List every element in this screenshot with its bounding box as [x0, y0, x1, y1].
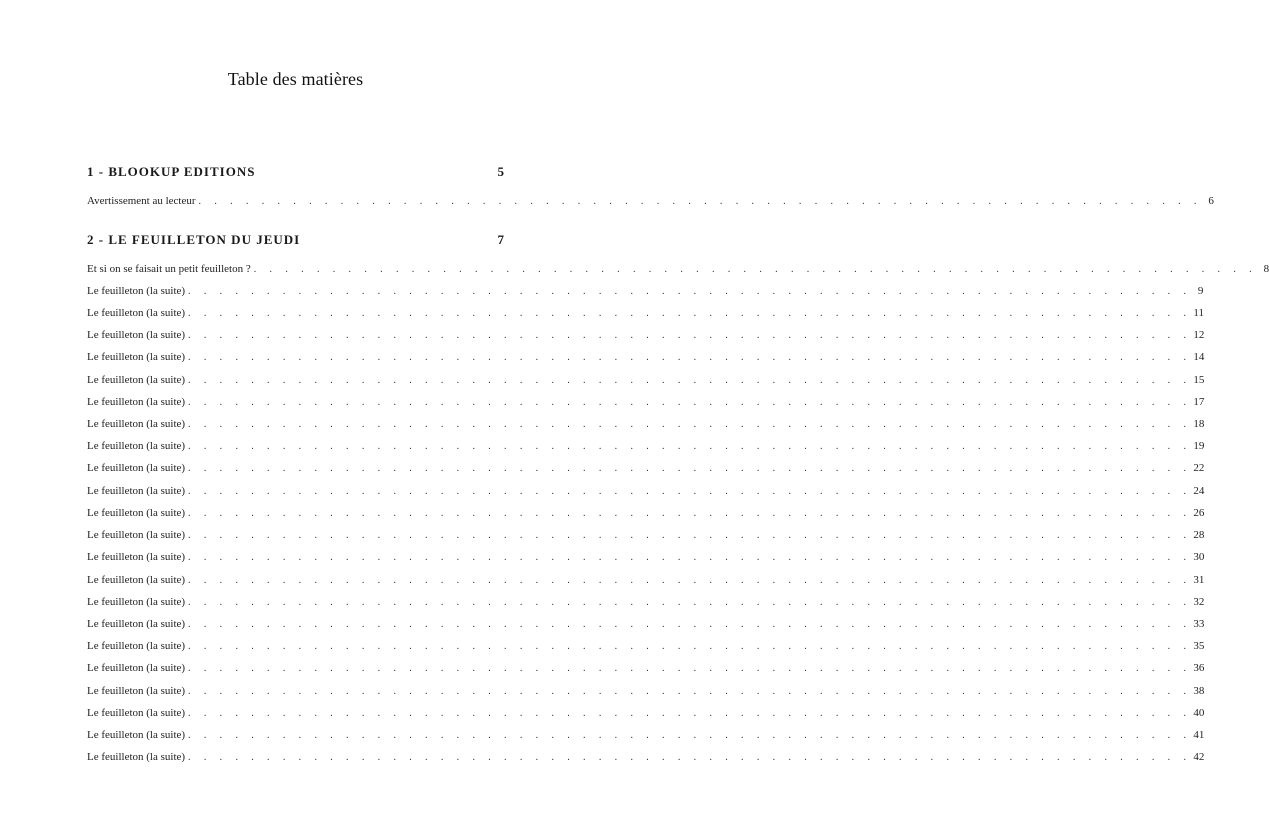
toc-section-heading[interactable] — [87, 232, 504, 252]
section-title: 1 - BLOOKUP EDITIONS — [87, 164, 256, 179]
toc-entry[interactable] — [87, 659, 1205, 677]
entry-title: Le feuilleton (la suite) — [87, 396, 186, 408]
entry-title: Le feuilleton (la suite) — [87, 574, 186, 586]
dot-leader: . . . . . . . . . . . . . . . . . . . . . . . . . . . . . . . . . . . . . . . . . . . . . . . . . . . . . . . . . . . . . . . . — [188, 463, 1192, 474]
toc-entry[interactable] — [87, 282, 1204, 300]
toc-entry[interactable] — [87, 637, 1205, 655]
dot-leader: . . . . . . . . . . . . . . . . . . . . . . . . . . . . . . . . . . . . . . . . . . . . . . . . . . . . . . . . . . . . . . . . — [188, 663, 1192, 674]
dot-leader: . . . . . . . . . . . . . . . . . . . . . . . . . . . . . . . . . . . . . . . . . . . . . . . . . . . . . . . . . . . . . . . . — [188, 641, 1192, 652]
dot-leader: . . . . . . . . . . . . . . . . . . . . . . . . . . . . . . . . . . . . . . . . . . . . . . . . . . . . . . . . . . . . . . . . — [188, 708, 1192, 719]
entry-page-number: 28 — [1193, 529, 1205, 541]
entry-title: Le feuilleton (la suite) — [87, 418, 186, 430]
entry-title: Le feuilleton (la suite) — [87, 440, 186, 452]
dot-leader: . . . . . . . . . . . . . . . . . . . . . . . . . . . . . . . . . . . . . . . . . . . . . . . . . . . . . . . . . . . . . . . . — [188, 486, 1192, 497]
entry-title: Le feuilleton (la suite) — [87, 374, 186, 386]
entry-title: Le feuilleton (la suite) — [87, 662, 186, 674]
entry-page-number: 41 — [1193, 729, 1205, 741]
toc-entry[interactable] — [87, 571, 1205, 589]
dot-leader: . . . . . . . . . . . . . . . . . . . . . . . . . . . . . . . . . . . . . . . . . . . . . . . . . . . . . . . . . . . . . . . . — [188, 619, 1192, 630]
entry-page-number: 11 — [1193, 307, 1204, 319]
dot-leader: . . . . . . . . . . . . . . . . . . . . . . . . . . . . . . . . . . . . . . . . . . . . . . . . . . . . . . . . . . . . . . . . — [188, 397, 1192, 408]
entry-title: Le feuilleton (la suite) — [87, 285, 186, 297]
dot-leader: . . . . . . . . . . . . . . . . . . . . . . . . . . . . . . . . . . . . . . . . . . . . . . . . . . . . . . . . . . . . . . . . — [198, 196, 1202, 207]
toc-entry[interactable] — [87, 304, 1204, 322]
entry-title: Le feuilleton (la suite) — [87, 507, 186, 519]
dot-leader: . . . . . . . . . . . . . . . . . . . . . . . . . . . . . . . . . . . . . . . . . . . . . . . . . . . . . . . . . . . . . . . . — [188, 286, 1192, 297]
entry-page-number: 17 — [1193, 396, 1205, 408]
entry-title: Le feuilleton (la suite) — [87, 485, 186, 497]
entry-page-number: 33 — [1193, 618, 1205, 630]
entry-page-number: 38 — [1193, 685, 1205, 697]
dot-leader: . . . . . . . . . . . . . . . . . . . . . . . . . . . . . . . . . . . . . . . . . . . . . . . . . . . . . . . . . . . . . . . . — [188, 441, 1192, 452]
toc-entry[interactable] — [87, 437, 1205, 455]
entry-page-number: 15 — [1193, 374, 1205, 386]
entry-page-number: 36 — [1193, 662, 1205, 674]
entry-page-number: 35 — [1193, 640, 1205, 652]
toc-entry[interactable] — [87, 260, 1269, 278]
dot-leader: . . . . . . . . . . . . . . . . . . . . . . . . . . . . . . . . . . . . . . . . . . . . . . . . . . . . . . . . . . . . . . . . — [188, 352, 1192, 363]
entry-page-number: 19 — [1193, 440, 1205, 452]
dot-leader: . . . . . . . . . . . . . . . . . . . . . . . . . . . . . . . . . . . . . . . . . . . . . . . . . . . . . . . . . . . . . . . . — [188, 330, 1192, 341]
dot-leader: . . . . . . . . . . . . . . . . . . . . . . . . . . . . . . . . . . . . . . . . . . . . . . . . . . . . . . . . . . . . . . . . — [188, 752, 1192, 763]
entry-title: Le feuilleton (la suite) — [87, 551, 186, 563]
entry-page-number: 12 — [1193, 329, 1205, 341]
toc-entry[interactable] — [87, 726, 1205, 744]
entry-title: Le feuilleton (la suite) — [87, 596, 186, 608]
entry-title: Le feuilleton (la suite) — [87, 640, 186, 652]
toc-entry[interactable] — [87, 526, 1205, 544]
toc-entry[interactable] — [87, 482, 1205, 500]
toc-entry[interactable] — [87, 504, 1205, 522]
toc-entry[interactable] — [87, 548, 1205, 566]
toc-entry[interactable] — [87, 748, 1205, 766]
dot-leader: . . . . . . . . . . . . . . . . . . . . . . . . . . . . . . . . . . . . . . . . . . . . . . . . . . . . . . . . . . . . . . . . — [188, 686, 1192, 697]
page-title: Table des matières — [227, 69, 364, 89]
dot-leader: . . . . . . . . . . . . . . . . . . . . . . . . . . . . . . . . . . . . . . . . . . . . . . . . . . . . . . . . . . . . . . . . — [188, 552, 1192, 563]
entry-page-number: 8 — [1263, 263, 1269, 275]
entry-page-number: 32 — [1193, 596, 1205, 608]
toc-section-heading[interactable] — [87, 164, 504, 184]
entry-page-number: 14 — [1193, 351, 1205, 363]
section-title: 2 - LE FEUILLETON DU JEUDI — [87, 232, 301, 247]
entry-page-number: 42 — [1193, 751, 1205, 763]
entry-title: Le feuilleton (la suite) — [87, 462, 186, 474]
toc-entry[interactable] — [87, 371, 1205, 389]
dot-leader: . . . . . . . . . . . . . . . . . . . . . . . . . . . . . . . . . . . . . . . . . . . . . . . . . . . . . . . . . . . . . . . . — [188, 597, 1192, 608]
entry-page-number: 6 — [1208, 195, 1214, 207]
toc-entry[interactable] — [87, 393, 1205, 411]
toc-entry[interactable] — [87, 415, 1205, 433]
entry-title: Le feuilleton (la suite) — [87, 307, 186, 319]
toc-entry[interactable] — [87, 593, 1205, 611]
entry-title: Le feuilleton (la suite) — [87, 685, 186, 697]
dot-leader: . . . . . . . . . . . . . . . . . . . . . . . . . . . . . . . . . . . . . . . . . . . . . . . . . . . . . . . . . . . . . . . . — [188, 530, 1192, 541]
toc-entry[interactable] — [87, 348, 1205, 366]
entry-page-number: 18 — [1193, 418, 1205, 430]
dot-leader: . . . . . . . . . . . . . . . . . . . . . . . . . . . . . . . . . . . . . . . . . . . . . . . . . . . . . . . . . . . . . . . . — [253, 264, 1258, 275]
entry-page-number: 31 — [1193, 574, 1205, 586]
section-page-number: 5 — [497, 164, 504, 179]
entry-title: Le feuilleton (la suite) — [87, 529, 186, 541]
entry-title: Le feuilleton (la suite) — [87, 707, 186, 719]
dot-leader: . . . . . . . . . . . . . . . . . . . . . . . . . . . . . . . . . . . . . . . . . . . . . . . . . . . . . . . . . . . . . . . . — [188, 308, 1192, 319]
section-page-number: 7 — [497, 232, 504, 247]
entry-title: Le feuilleton (la suite) — [87, 329, 186, 341]
entry-title: Avertissement au lecteur — [87, 195, 196, 207]
dot-leader: . . . . . . . . . . . . . . . . . . . . . . . . . . . . . . . . . . . . . . . . . . . . . . . . . . . . . . . . . . . . . . . . — [188, 508, 1192, 519]
entry-page-number: 30 — [1193, 551, 1205, 563]
entry-title: Le feuilleton (la suite) — [87, 751, 186, 763]
toc-entry[interactable] — [87, 459, 1205, 477]
toc-entry[interactable] — [87, 615, 1205, 633]
entry-title: Le feuilleton (la suite) — [87, 351, 186, 363]
toc-entry[interactable] — [87, 192, 1214, 210]
entry-title: Le feuilleton (la suite) — [87, 618, 186, 630]
entry-page-number: 26 — [1193, 507, 1205, 519]
entry-title: Et si on se faisait un petit feuilleton ? — [87, 263, 251, 275]
toc-entry[interactable] — [87, 326, 1205, 344]
dot-leader: . . . . . . . . . . . . . . . . . . . . . . . . . . . . . . . . . . . . . . . . . . . . . . . . . . . . . . . . . . . . . . . . — [188, 730, 1192, 741]
entry-page-number: 24 — [1193, 485, 1205, 497]
entry-page-number: 40 — [1193, 707, 1205, 719]
dot-leader: . . . . . . . . . . . . . . . . . . . . . . . . . . . . . . . . . . . . . . . . . . . . . . . . . . . . . . . . . . . . . . . . — [188, 419, 1192, 430]
dot-leader: . . . . . . . . . . . . . . . . . . . . . . . . . . . . . . . . . . . . . . . . . . . . . . . . . . . . . . . . . . . . . . . . — [188, 375, 1192, 386]
entry-title: Le feuilleton (la suite) — [87, 729, 186, 741]
toc-entry[interactable] — [87, 682, 1205, 700]
toc-entry[interactable] — [87, 704, 1205, 722]
dot-leader: . . . . . . . . . . . . . . . . . . . . . . . . . . . . . . . . . . . . . . . . . . . . . . . . . . . . . . . . . . . . . . . . — [188, 575, 1192, 586]
entry-page-number: 9 — [1197, 285, 1204, 297]
entry-page-number: 22 — [1193, 462, 1205, 474]
